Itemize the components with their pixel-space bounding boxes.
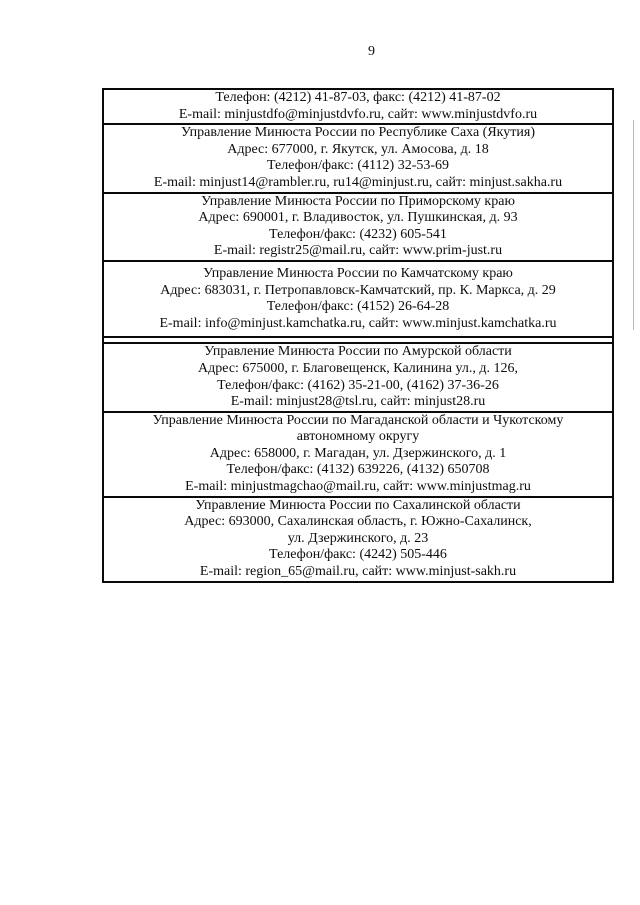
contact-text-line: Телефон/факс: (4232) 605-541 — [269, 226, 447, 242]
contact-text-line: E-mail: registr25@mail.ru, сайт: www.prim-just.ru — [213, 243, 503, 259]
department-title: Управление Минюста России по Сахалинской области — [195, 497, 521, 513]
table-row-amur-oblast — [104, 344, 612, 412]
contact-text-line: автономному округу — [296, 429, 420, 445]
contact-text-line: Адрес: 690001, г. Владивосток, ул. Пушкинская, д. 93 — [198, 210, 518, 226]
contact-text-line: E-mail: minjustmagchao@mail.ru, сайт: www.minjustmag.ru — [185, 479, 531, 495]
contact-text-line: E-mail: info@minjust.kamchatka.ru, сайт: www.minjust.kamchatka.ru — [159, 315, 557, 331]
scan-artifact — [633, 120, 634, 330]
contact-text-line: Адрес: 693000, Сахалинская область, г. Южно-Сахалинск, — [184, 514, 532, 530]
contact-text-line: E-mail: minjust14@rambler.ru, ru14@minjust.ru, сайт: minjust.sakha.ru — [153, 174, 563, 190]
contact-text-line: Адрес: 675000, г. Благовещенск, Калинина ул., д. 126, — [198, 360, 518, 376]
contact-text-line: Адрес: 683031, г. Петропавловск-Камчатский, пр. К. Маркса, д. 29 — [160, 282, 556, 298]
contact-text-line: ул. Дзержинского, д. 23 — [287, 530, 429, 546]
page-number: 9 — [368, 44, 375, 59]
table-row-khabarovsk-continuation — [104, 90, 612, 125]
contact-text-line: E-mail: region_65@mail.ru, сайт: www.minjust-sakh.ru — [199, 564, 517, 580]
table-row-sakhalin-oblast — [104, 498, 612, 581]
department-title: Управление Минюста России по Республике Саха (Якутия) — [180, 125, 535, 141]
department-title: Управление Минюста России по Амурской области — [204, 344, 512, 360]
table-row-sakha-yakutia — [104, 125, 612, 193]
department-title: Управление Минюста России по Магаданской области и Чукотскому — [152, 412, 564, 428]
contact-text-line: Телефон/факс: (4242) 505-446 — [269, 547, 447, 563]
contact-text-line: Телефон/факс: (4112) 32-53-69 — [266, 158, 450, 174]
table-row-primorsky-krai — [104, 194, 612, 262]
contact-text-line: E-mail: minjust28@tsl.ru, сайт: minjust28.ru — [230, 394, 486, 410]
contact-text-line: Телефон: (4212) 41-87-03, факс: (4212) 41-87-02 — [215, 90, 501, 105]
department-title: Управление Минюста России по Камчатскому краю — [203, 265, 513, 281]
contact-text-line: Адрес: 677000, г. Якутск, ул. Амосова, д. 18 — [227, 141, 489, 157]
table-row-kamchatka-krai — [104, 262, 612, 338]
contact-text-line: Телефон/факс: (4152) 26-64-28 — [266, 299, 450, 315]
department-title: Управление Минюста России по Приморскому краю — [201, 193, 515, 209]
contact-text-line: E-mail: minjustdfo@minjustdvfo.ru, сайт: www.minjustdvfo.ru — [178, 106, 538, 122]
contact-text-line: Телефон/факс: (4132) 639226, (4132) 650708 — [226, 462, 490, 478]
table-row-magadan-chukotka — [104, 413, 612, 498]
contact-text-line: Адрес: 658000, г. Магадан, ул. Дзержинского, д. 1 — [209, 445, 507, 461]
contacts-table — [102, 88, 614, 583]
contact-text-line: Телефон/факс: (4162) 35-21-00, (4162) 37-36-26 — [217, 377, 499, 393]
